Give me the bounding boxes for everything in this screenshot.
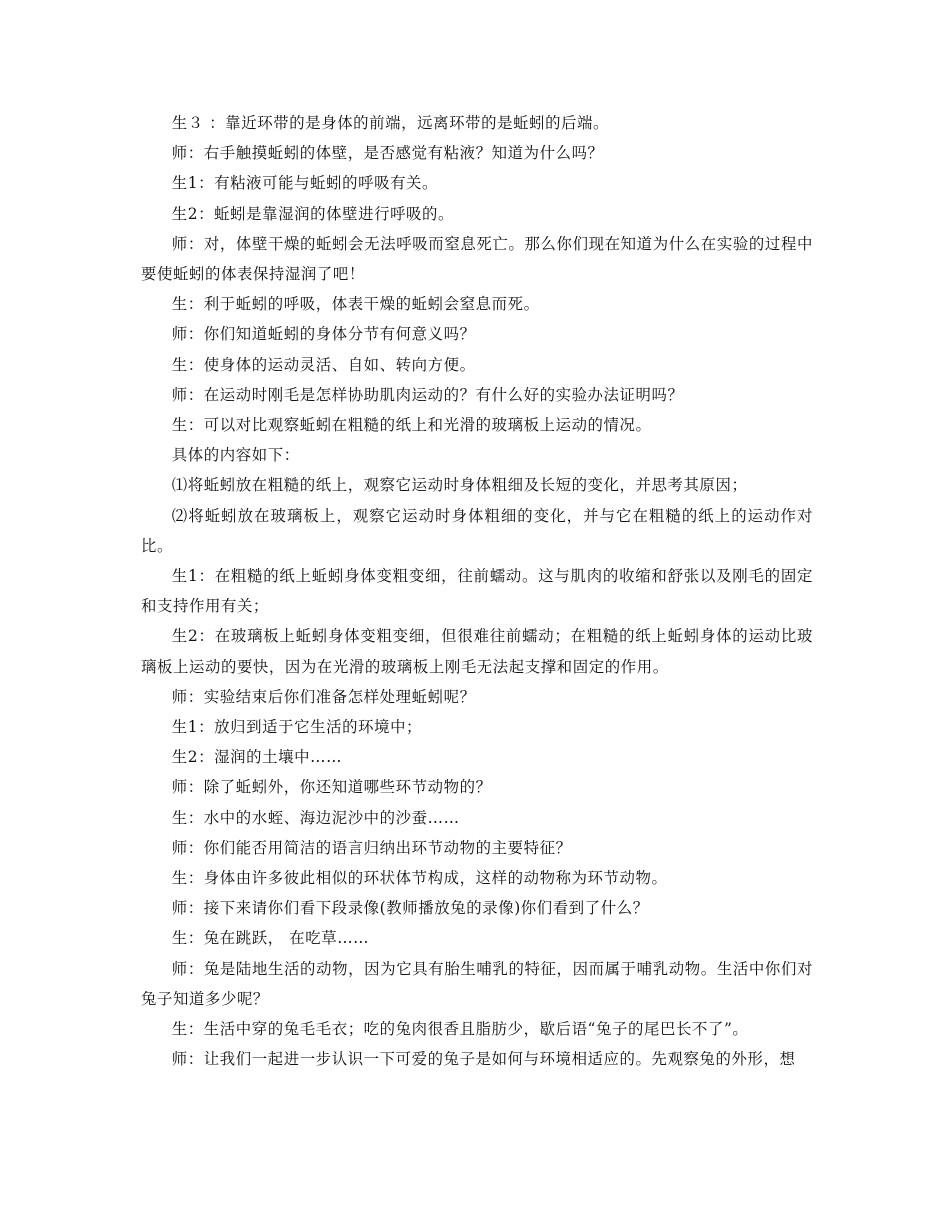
paragraph: 师：右手触摸蚯蚓的体壁，是否感觉有粘液？知道为什么吗？: [171, 144, 604, 163]
paragraph: 生：生活中穿的兔毛毛衣；吃的兔肉很香且脂肪少，歇后语“兔子的尾巴长不了”。: [171, 1020, 749, 1039]
paragraph: 生1：放归到适于它生活的环境中；: [171, 718, 423, 737]
paragraph: 生３ ：靠近环带的是身体的前端，远离环带的是蚯蚓的后端。: [171, 114, 610, 132]
paragraph: 师：接下来请你们看下段录像(教师播放兔的录像)你们看到了什么？: [171, 899, 649, 918]
paragraph: 生：水中的水蛭、海边泥沙中的沙蚕……: [171, 808, 460, 827]
paragraph: 生：使身体的运动灵活、自如、转向方便。: [171, 355, 476, 374]
paragraph: 师：除了蚯蚓外，你还知道哪些环节动物的？: [171, 778, 492, 797]
paragraph: 生1：在粗糙的纸上蚯蚓身体变粗变细，往前蠕动。这与肌肉的收缩和舒张以及刚毛的固定和支持作用有关；: [141, 567, 813, 616]
paragraph: 具体的内容如下：: [171, 446, 300, 465]
paragraph: 师：实验结束后你们准备怎样处理蚯蚓呢？: [171, 687, 476, 706]
paragraph: 生：可以对比观察蚯蚓在粗糙的纸上和光滑的玻璃板上运动的情况。: [171, 416, 652, 435]
paragraph: ⑵将蚯蚓放在玻璃板上，观察它运动时身体粗细的变化，并与它在粗糙的纸上的运动作对比。: [141, 506, 813, 555]
paragraph: 生：兔在跳跃， 在吃草……: [171, 929, 370, 948]
paragraph: 师：对，体壁干燥的蚯蚓会无法呼吸而窒息死亡。那么你们现在知道为什么在实验的过程中要使蚯蚓的体表保持湿润了吧！: [141, 234, 813, 284]
paragraph: ⑴将蚯蚓放在粗糙的纸上，观察它运动时身体粗细及长短的变化，并思考其原因；: [171, 476, 748, 495]
paragraph: 师：你们能否用简洁的语言归纳出环节动物的主要特征？: [171, 838, 572, 857]
paragraph: 生2：湿润的土壤中……: [171, 748, 343, 767]
paragraph: 生：利于蚯蚓的呼吸，体表干燥的蚯蚓会窒息而死。: [171, 295, 540, 314]
paragraph: 师：在运动时刚毛是怎样协助肌肉运动的？有什么好的实验办法证明吗？: [171, 385, 684, 404]
paragraph: 生1：有粘液可能与蚯蚓的呼吸有关。: [171, 174, 439, 193]
paragraph: 师：兔是陆地生活的动物，因为它具有胎生哺乳的特征，因而属于哺乳动物。生活中你们对兔子知道多少呢？: [141, 959, 813, 1008]
paragraph: 师：你们知道蚯蚓的身体分节有何意义吗？: [171, 325, 476, 344]
paragraph: 生：身体由许多彼此相似的环状体节构成，这样的动物称为环节动物。: [171, 869, 668, 888]
paragraph: 生2：在玻璃板上蚯蚓身体变粗变细，但很难往前蠕动；在粗糙的纸上蚯蚓身体的运动比玻璃板上运动的要快，因为在光滑的玻璃板上刚毛无法起支撑和固定的作用。: [141, 627, 813, 676]
paragraph: 生2：蚯蚓是靠湿润的体壁进行呼吸的。: [171, 204, 455, 223]
paragraph: 师：让我们一起进一步认识一下可爱的兔子是如何与环境相适应的。先观察兔的外形，想: [171, 1050, 796, 1069]
document-body: [141, 108, 813, 1075]
